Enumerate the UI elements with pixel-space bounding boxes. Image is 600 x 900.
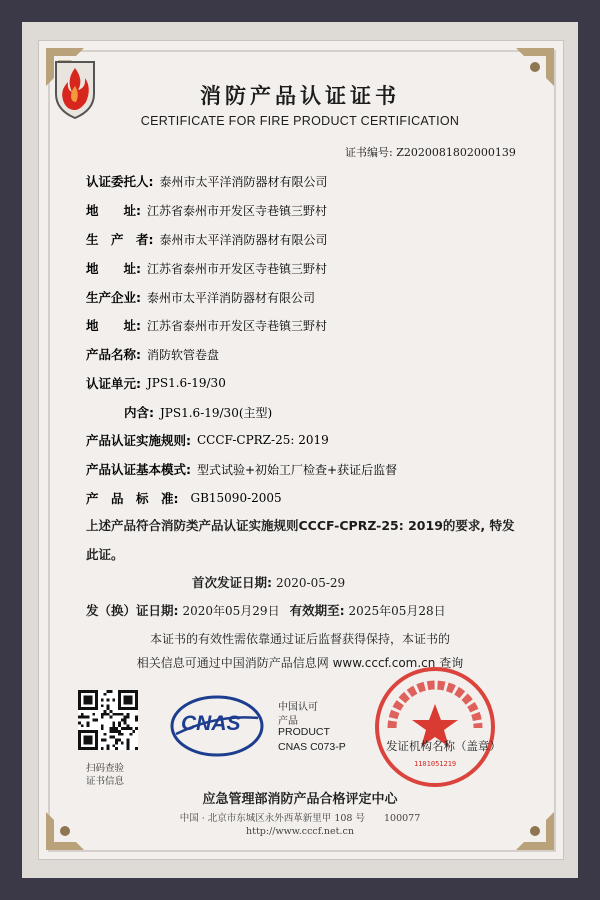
- first-issue-date-row: [192, 573, 345, 591]
- title-chinese: 消防产品认证证书: [200, 84, 400, 108]
- qr-code[interactable]: [78, 690, 138, 750]
- field-label: 地 址:: [86, 203, 141, 218]
- issuer-website-link[interactable]: http://www.cccf.net.cn: [246, 826, 354, 837]
- cnas-cn-line-2: 产品: [278, 716, 298, 727]
- field-row-product-name: [86, 345, 219, 363]
- field-row-producer-address: [86, 259, 327, 277]
- first-issue-value: 2020-05-29: [275, 576, 346, 590]
- field-row-standard: [86, 489, 282, 507]
- issue-date-row: [86, 601, 446, 619]
- official-seal-stamp: [370, 662, 500, 792]
- cnas-cn-line-1: 中国认可: [278, 702, 318, 713]
- issue-date-value: 2020年05月29日: [182, 604, 280, 618]
- field-label: 产 品 标 准:: [86, 491, 179, 506]
- qr-caption-2: 证书信息: [86, 776, 125, 787]
- valid-until-label: 有效期至:: [289, 603, 345, 618]
- issue-date-label: 发（换）证日期:: [86, 603, 179, 618]
- statement-line-2: 此证。: [86, 547, 124, 562]
- field-label: 认证单元:: [86, 376, 141, 391]
- certificate-number-value: Z2020081802000139: [396, 146, 516, 159]
- field-value: CCCF-CPRZ-25: 2019: [197, 433, 329, 447]
- field-label: 产品认证基本模式:: [86, 462, 191, 477]
- field-row-cert-unit: [86, 374, 226, 392]
- field-row-mode: [86, 460, 397, 478]
- field-label: 生 产 者:: [86, 232, 154, 247]
- issuer-name: 应急管理部消防产品合格评定中心: [202, 792, 398, 807]
- field-row-manufacturer: [86, 288, 315, 306]
- cnas-en-line-2: CNAS C073-P: [278, 741, 346, 753]
- field-label: 地 址:: [86, 318, 141, 333]
- field-label: 内含:: [124, 405, 154, 420]
- field-value: GB15090-2005: [190, 491, 282, 505]
- first-issue-label: 首次发证日期:: [192, 575, 272, 590]
- qr-caption-1: 扫码查验: [86, 763, 125, 774]
- notice-line-2: 相关信息可通过中国消防产品信息网 www.cccf.com.cn 查询: [136, 656, 464, 670]
- field-value: 江苏省泰州市开发区寺巷镇三野村: [147, 318, 328, 333]
- field-label: 认证委托人:: [86, 174, 154, 189]
- field-value: 型式试验+初始工厂检查+获证后监督: [197, 462, 398, 477]
- field-value: JPS1.6-19/30(主型): [160, 405, 273, 420]
- field-label: 产品认证实施规则:: [86, 433, 191, 448]
- field-value: 泰州市太平洋消防器材有限公司: [159, 232, 328, 247]
- field-row-client: [86, 172, 328, 190]
- cnas-logo-text: CNAS: [181, 712, 241, 735]
- seal-number: 1101051219: [414, 760, 457, 768]
- field-value: 江苏省泰州市开发区寺巷镇三野村: [147, 203, 328, 218]
- field-label: 地 址:: [86, 261, 141, 276]
- certificate-number-label: 证书编号:: [345, 146, 393, 159]
- cnas-en-line-1: PRODUCT: [278, 726, 330, 738]
- field-row-manufacturer-address: [86, 316, 327, 334]
- field-row-producer: [86, 230, 328, 248]
- field-label: 产品名称:: [86, 347, 141, 362]
- field-value: 消防软管卷盘: [147, 347, 220, 362]
- title-english: CERTIFICATE FOR FIRE PRODUCT CERTIFICATION: [140, 114, 460, 128]
- field-row-contains: [124, 403, 272, 421]
- field-value: JPS1.6-19/30: [147, 376, 226, 390]
- field-value: 泰州市太平洋消防器材有限公司: [159, 174, 328, 189]
- field-label: 生产企业:: [86, 290, 141, 305]
- notice-line-1: 本证书的有效性需依靠通过证后监督获得保持，本证书的: [149, 632, 450, 646]
- valid-until-value: 2025年05月28日: [348, 604, 446, 618]
- field-row-client-address: [86, 201, 327, 219]
- field-row-rules: [86, 431, 329, 449]
- field-value: 泰州市太平洋消防器材有限公司: [147, 290, 316, 305]
- field-value: 江苏省泰州市开发区寺巷镇三野村: [147, 261, 328, 276]
- statement-line-1: 上述产品符合消防类产品认证实施规则CCCF-CPRZ-25: 2019的要求, 特发: [86, 518, 515, 533]
- seal-authority-label: 发证机构名称（盖章）: [386, 739, 501, 753]
- issuer-address: 中国 · 北京市东城区永外西革新里甲 108 号 100077: [179, 813, 421, 824]
- certificate-number: [345, 144, 516, 160]
